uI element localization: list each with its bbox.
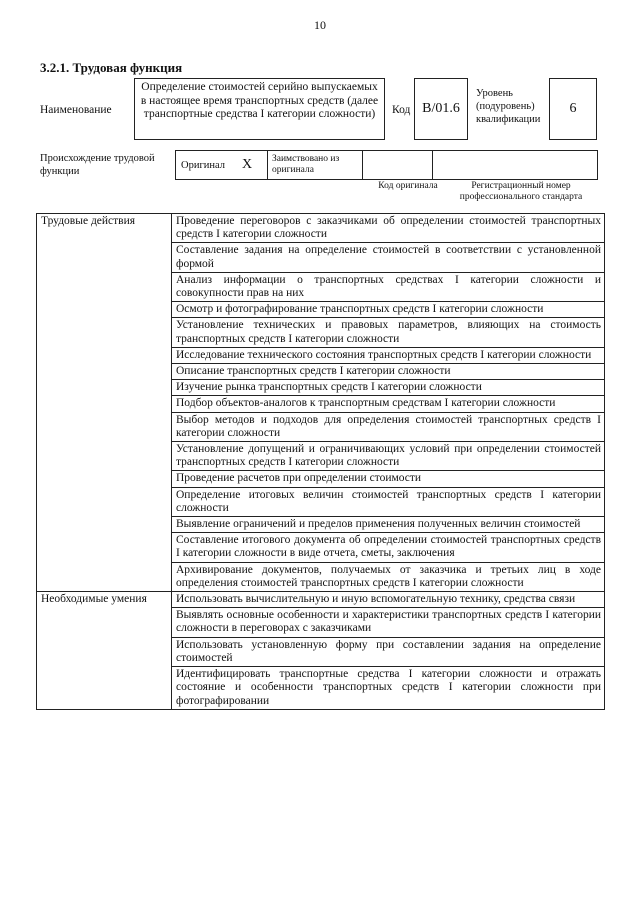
section-label: Необходимые умения: [37, 592, 172, 710]
table-cell: Осмотр и фотографирование транспортных средств I категории сложности: [172, 302, 605, 318]
table-cell: Определение итоговых величин стоимостей транспортных средств I категории сложности: [172, 487, 605, 516]
code-value: B/01.6: [422, 101, 460, 116]
origin-label: Происхождение трудовой функции: [40, 153, 155, 177]
section-title: 3.2.1. Трудовая функция: [40, 60, 183, 75]
table-cell: Анализ информации о транспортных средствах I категории сложности и совокупности прав на них: [172, 272, 605, 301]
table-cell: Архивирование документов, получаемых от заказчика и третьих лиц в ходе определения стоимостей транспортных средств I категории сложности: [172, 562, 605, 591]
level-value: 6: [569, 101, 577, 116]
table-cell: Выявлять основные особенности и характеристики транспортных средств I категории сложности в переговорах с заказчиками: [172, 608, 605, 637]
function-name-box: [134, 78, 385, 140]
table-cell: Составление итогового документа об определении стоимостей транспортных средств I категории сложности в виде отчета, сметы, заключения: [172, 533, 605, 562]
original-label: Оригинал: [181, 160, 225, 171]
function-name-value: Определение стоимостей серийно выпускаемых в настоящее время транспортных средств (далее транспортные средства I категории сложности): [140, 81, 379, 120]
origin-box: [175, 150, 598, 180]
reg-number-caption: Регистрационный номер профессионального стандарта: [459, 181, 583, 202]
table-row: [37, 592, 605, 608]
code-label: Код: [392, 104, 411, 116]
table-cell: Подбор объектов-аналогов к транспортным средствам I категории сложности: [172, 396, 605, 412]
section-label: Трудовые действия: [37, 214, 172, 592]
table-cell: Составление задания на определение стоимостей в соответствии с установленной формой: [172, 243, 605, 272]
origin-divider: [432, 151, 433, 179]
page-number: 10: [314, 18, 326, 32]
borrowed-label: Заимствовано из оригинала: [272, 154, 340, 175]
table-cell: Использовать вычислительную и иную вспомогательную технику, средства связи: [172, 592, 605, 608]
table-cell: Установление технических и правовых параметров, влияющих на стоимость транспортных средств I категории сложности: [172, 318, 605, 347]
table-cell: Описание транспортных средств I категории сложности: [172, 364, 605, 380]
origin-code-caption: Код оригинала: [378, 181, 438, 191]
table-row: [37, 214, 605, 243]
code-box: [414, 78, 468, 140]
table-cell: Выявление ограничений и пределов применения полученных величин стоимостей: [172, 517, 605, 533]
table-cell: Использовать установленную форму при составлении задания на определение стоимостей: [172, 637, 605, 666]
table-cell: Установление допущений и ограничивающих условий при определении стоимостей транспортных средств I категории сложности: [172, 442, 605, 471]
level-box: [549, 78, 597, 140]
table-cell: Проведение переговоров с заказчиками об определении стоимостей транспортных средств I категории сложности: [172, 214, 605, 243]
table-cell: Выбор методов и подходов для определения стоимостей транспортных средств I категории сложности: [172, 412, 605, 441]
name-label: Наименование: [40, 104, 112, 116]
table-cell: Исследование технического состояния транспортных средств I категории сложности: [172, 347, 605, 363]
original-mark: X: [242, 157, 253, 172]
labor-function-table: [36, 213, 605, 710]
table-cell: Идентифицировать транспортные средства I категории сложности и отражать состояние и особенности транспортных средств I категории сложности при фотографировании: [172, 667, 605, 710]
table-cell: Проведение расчетов при определении стоимости: [172, 471, 605, 487]
origin-divider: [362, 151, 363, 179]
origin-divider: [267, 151, 268, 179]
table-cell: Изучение рынка транспортных средств I категории сложности: [172, 380, 605, 396]
level-label: Уровень (подуровень) квалификации: [476, 88, 541, 125]
